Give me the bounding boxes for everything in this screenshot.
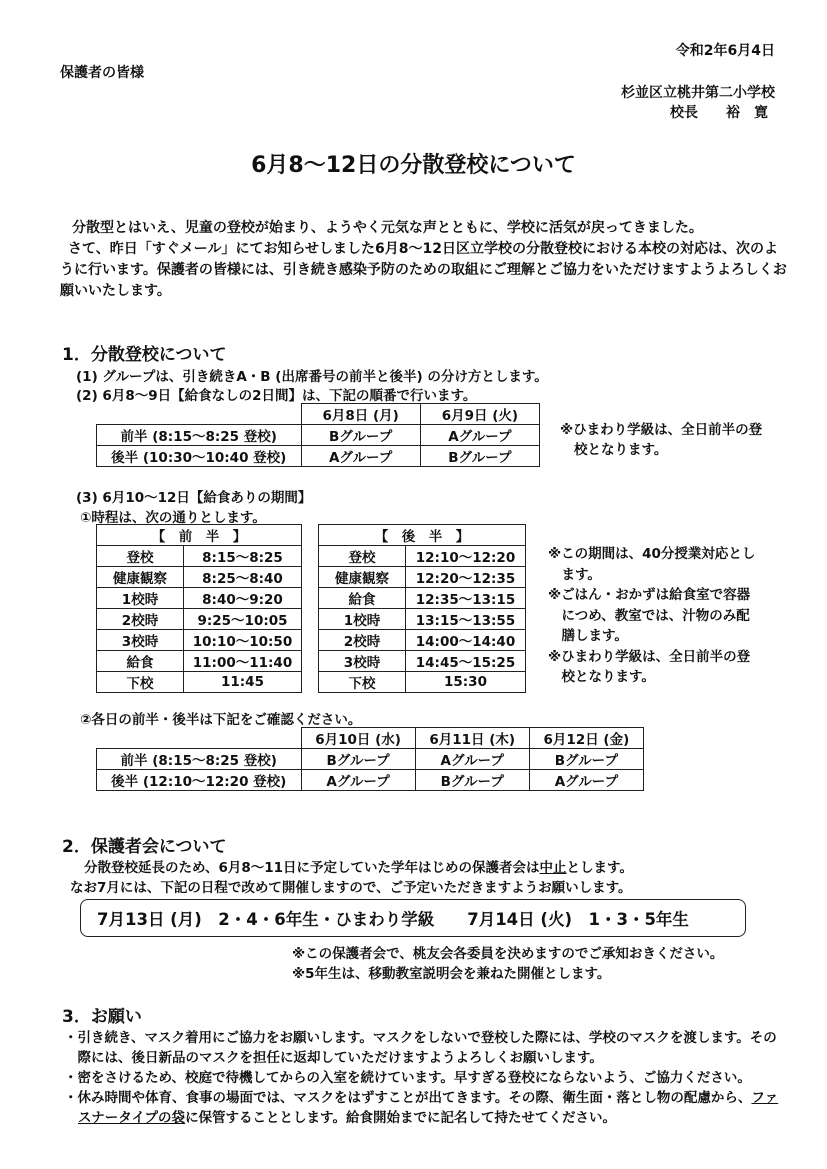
- table-cell: 前半 (8:15～8:25 登校): [97, 425, 302, 446]
- notes-period: [548, 544, 755, 688]
- table-cell: Bグループ: [415, 770, 529, 791]
- table-row: [319, 630, 526, 651]
- table-row: [97, 404, 540, 425]
- meeting-dates-box: [80, 899, 746, 937]
- table-cell: 健康観察: [319, 567, 406, 588]
- table-header: 6月9日 (火): [420, 404, 539, 425]
- table-cell: 1校時: [97, 588, 184, 609]
- table-row: [97, 446, 540, 467]
- table-cell: Bグループ: [301, 749, 415, 770]
- table-cell: 給食: [319, 588, 406, 609]
- section2-note2: ※5年生は、移動教室説明会を兼ねた開催とします。: [292, 966, 611, 982]
- cancel-text: 中止: [539, 860, 567, 876]
- table-cell: 8:15～8:25: [184, 546, 302, 567]
- timetable-zenhan: [96, 524, 302, 693]
- table-cell: 14:45～15:25: [406, 651, 526, 672]
- section3-bullet1-line2: 際には、後日新品のマスクを担任に返却していただけますようよろしくお願いします。: [64, 1050, 603, 1066]
- schedule-table-june10-12: [96, 727, 644, 791]
- section3-bullet3-line1: [64, 1086, 778, 1106]
- table-cell: 8:40～9:20: [184, 588, 302, 609]
- table-cell: Aグループ: [415, 749, 529, 770]
- section3-bullet3-line2: [78, 1106, 616, 1126]
- underlined-text: ファ: [751, 1090, 779, 1106]
- note-line: ※この期間は、40分授業対応とし: [548, 546, 756, 562]
- table-cell: 登校: [97, 546, 184, 567]
- table-cell: 14:00～14:40: [406, 630, 526, 651]
- section1-sub2: ②各日の前半・後半は下記をご確認ください。: [80, 712, 362, 728]
- table-header: 6月8日 (月): [301, 404, 420, 425]
- table-cell: Aグループ: [301, 770, 415, 791]
- table-cell: 3校時: [97, 630, 184, 651]
- table-cell: 12:20～12:35: [406, 567, 526, 588]
- intro-line-1: 分散型とはいえ、児童の登校が始まり、ようやく元気な声とともに、学校に活気が戻ってきました。: [72, 220, 703, 236]
- underlined-text: スナータイプの袋: [78, 1110, 186, 1126]
- note-line: につめ、教室では、汁物のみ配: [548, 607, 750, 624]
- table-cell: Aグループ: [529, 770, 643, 791]
- table-row: [97, 630, 302, 651]
- school-name: 杉並区立桃井第二小学校: [621, 85, 775, 101]
- table-header: 6月12日 (金): [529, 728, 643, 749]
- section1-sub1: ①時程は、次の通りとします。: [80, 510, 266, 526]
- table-row: [319, 651, 526, 672]
- intro-line-4: 願いいたします。: [60, 283, 171, 299]
- table-row: [97, 749, 644, 770]
- section2-line1: [84, 856, 633, 876]
- table-row: [97, 770, 644, 791]
- table-cell: Bグループ: [301, 425, 420, 446]
- table-header: 6月11日 (木): [415, 728, 529, 749]
- table-cell: 11:00～11:40: [184, 651, 302, 672]
- section2-note1: ※この保護者会で、桃友会各委員を決めますのでご承知おきください。: [292, 946, 724, 962]
- table-cell: [97, 728, 302, 749]
- text: 分散登校延長のため、6月8～11日に予定していた学年はじめの保護者会は: [84, 860, 540, 876]
- note-line: 膳します。: [548, 628, 628, 644]
- table-cell: Aグループ: [301, 446, 420, 467]
- section2-line2: なお7月には、下記の日程で改めて開催しますので、ご予定いただきますようお願いします。: [70, 880, 632, 896]
- section3-bullet1-line1: ・引き続き、マスク着用にご協力をお願いします。マスクをしないで登校した際には、学校のマスクを渡します。その: [64, 1030, 777, 1046]
- table-row: [97, 567, 302, 588]
- table-row: [97, 525, 302, 546]
- section1-heading: 1．分散登校について: [62, 345, 227, 365]
- table-cell: 11:45: [184, 672, 302, 693]
- intro-line-3: うに行います。保護者の皆様には、引き続き感染予防のための取組にご理解とご協力をいただけますようよろしくお: [60, 262, 787, 278]
- section3-heading: 3．お願い: [62, 1007, 142, 1027]
- principal-name: 校長 裕 寛: [670, 105, 768, 121]
- meeting-dates-text: 7月13日 (月) 2・4・6年生・ひまわり学級 7月14日 (火) 1・3・5年生: [97, 910, 689, 929]
- table-row: [319, 546, 526, 567]
- note-himawari-1: [560, 420, 762, 460]
- text: とします。: [566, 860, 633, 876]
- table-header: 【 前 半 】: [97, 525, 302, 546]
- table-row: [319, 672, 526, 693]
- table-cell: [97, 404, 302, 425]
- table-cell: 給食: [97, 651, 184, 672]
- date: 令和2年6月4日: [675, 43, 775, 59]
- table-row: [97, 609, 302, 630]
- intro-line-2: さて、昨日「すぐメール」にてお知らせしました6月8～12日区立学校の分散登校における本校の対応は、次のよ: [68, 241, 778, 257]
- table-row: [97, 588, 302, 609]
- table-cell: 15:30: [406, 672, 526, 693]
- section3-bullet2: ・密をさけるため、校庭で待機してからの入室を続けています。早すぎる登校にならないよう、ご協力ください。: [64, 1070, 751, 1086]
- table-row: [97, 728, 644, 749]
- note-line: ます。: [548, 566, 601, 583]
- addressee: 保護者の皆様: [60, 65, 144, 81]
- table-row: [97, 672, 302, 693]
- table-cell: 12:35～13:15: [406, 588, 526, 609]
- table-cell: 10:10～10:50: [184, 630, 302, 651]
- table-cell: 12:10～12:20: [406, 546, 526, 567]
- section2-heading: 2．保護者会について: [62, 837, 227, 857]
- table-cell: 9:25～10:05: [184, 609, 302, 630]
- table-row: [319, 567, 526, 588]
- table-header: 6月10日 (水): [301, 728, 415, 749]
- schedule-table-june8-9: [96, 403, 540, 467]
- table-cell: 2校時: [97, 609, 184, 630]
- table-row: [319, 525, 526, 546]
- table-cell: 1校時: [319, 609, 406, 630]
- table-cell: 前半 (8:15～8:25 登校): [97, 749, 302, 770]
- note-line: ※ひまわり学級は、全日前半の登: [548, 648, 751, 665]
- table-cell: Aグループ: [420, 425, 539, 446]
- table-cell: Bグループ: [529, 749, 643, 770]
- section1-item1: (1) グループは、引き続きA・B (出席番号の前半と後半) の分け方とします。: [76, 369, 548, 385]
- table-cell: 後半 (12:10～12:20 登校): [97, 770, 302, 791]
- table-row: [97, 651, 302, 672]
- section1-item3: (3) 6月10～12日【給食ありの期間】: [76, 490, 312, 506]
- table-cell: 後半 (10:30～10:40 登校): [97, 446, 302, 467]
- table-cell: 2校時: [319, 630, 406, 651]
- section1-item2: (2) 6月8～9日【給食なしの2日間】は、下記の順番で行います。: [76, 388, 477, 404]
- note-line: ※ひまわり学級は、全日前半の登: [560, 422, 763, 438]
- table-cell: 3校時: [319, 651, 406, 672]
- table-row: [319, 588, 526, 609]
- note-line: 校となります。: [574, 442, 668, 458]
- table-header: 【 後 半 】: [319, 525, 526, 546]
- text: に保管することとします。給食開始までに記名して持たせてください。: [185, 1110, 616, 1126]
- table-row: [319, 609, 526, 630]
- table-row: [97, 425, 540, 446]
- table-cell: 健康観察: [97, 567, 184, 588]
- note-line: 校となります。: [548, 669, 655, 685]
- page-title: 6月8～12日の分散登校について: [251, 153, 576, 178]
- table-cell: 13:15～13:55: [406, 609, 526, 630]
- table-cell: 登校: [319, 546, 406, 567]
- timetable-kohan: [318, 524, 526, 693]
- note-line: ※ごはん・おかずは給食室で容器: [548, 587, 751, 603]
- table-row: [97, 546, 302, 567]
- table-cell: 8:25～8:40: [184, 567, 302, 588]
- table-cell: 下校: [97, 672, 184, 693]
- text: ・休み時間や体育、食事の場面では、マスクをはずすことが出てきます。その際、衛生面・落とし物の配慮から、: [64, 1090, 752, 1106]
- table-cell: Bグループ: [420, 446, 539, 467]
- table-cell: 下校: [319, 672, 406, 693]
